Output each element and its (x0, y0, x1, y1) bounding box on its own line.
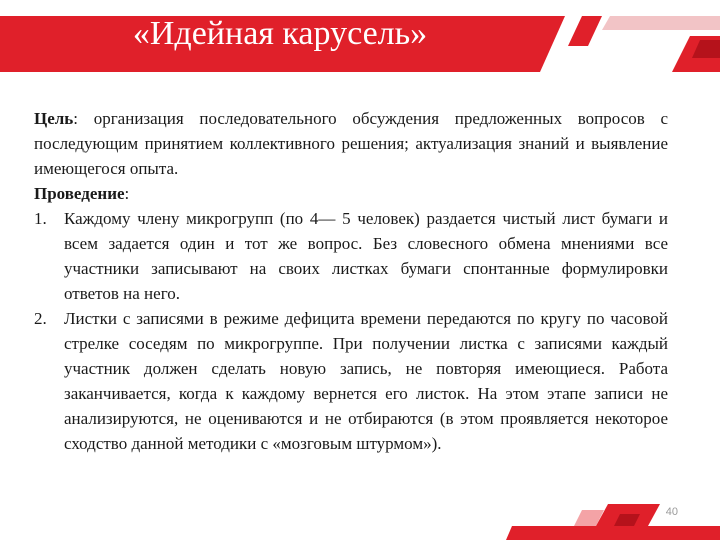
footer-bar (506, 526, 720, 540)
step-number: 1. (34, 209, 47, 228)
step-text: Листки с записями в режиме дефицита времени передаются по кругу по часовой стрелке соседям по микрогруппе. При получении листка с записями каждый участник должен сделать новую запись, не повторяя имеющиеся. Работа заканчивается, когда к каждому вернется его листок. На этом этапе записи не анализируются, не оцениваются и не отбираются (в этом проявляется некоторое сходство данной методики с «мозговым штурмом»). (64, 309, 668, 453)
slide-content (34, 106, 668, 456)
slide-title: «Идейная карусель» (132, 15, 428, 52)
goal-text: : организация последовательного обсуждения предложенных вопросов с последующим принятием коллективного решения; актуализация знаний и выявление имеющегося опыта. (34, 109, 668, 178)
header-band (0, 0, 720, 80)
procedure-steps (34, 206, 668, 456)
footer-band (0, 496, 720, 540)
procedure-step (34, 206, 668, 306)
procedure-step (34, 306, 668, 456)
goal-paragraph (34, 106, 668, 181)
header-stripe-light (602, 16, 720, 30)
procedure-label: Проведение (34, 184, 125, 203)
footer-decoration (0, 496, 720, 540)
goal-label: Цель (34, 109, 74, 128)
header-stripe (568, 16, 602, 46)
step-number: 2. (34, 309, 47, 328)
procedure-suffix: : (124, 184, 130, 203)
step-text: Каждому члену микрогрупп (по 4— 5 человек) раздается чистый лист бумаги и всем задается один и тот же вопрос. Без словесного обмена мнениями все участники записывают на своих листках бумаги спонтанные формулировки ответов на него. (64, 209, 668, 303)
procedure-heading (34, 181, 668, 206)
page-number: 40 (665, 506, 678, 518)
